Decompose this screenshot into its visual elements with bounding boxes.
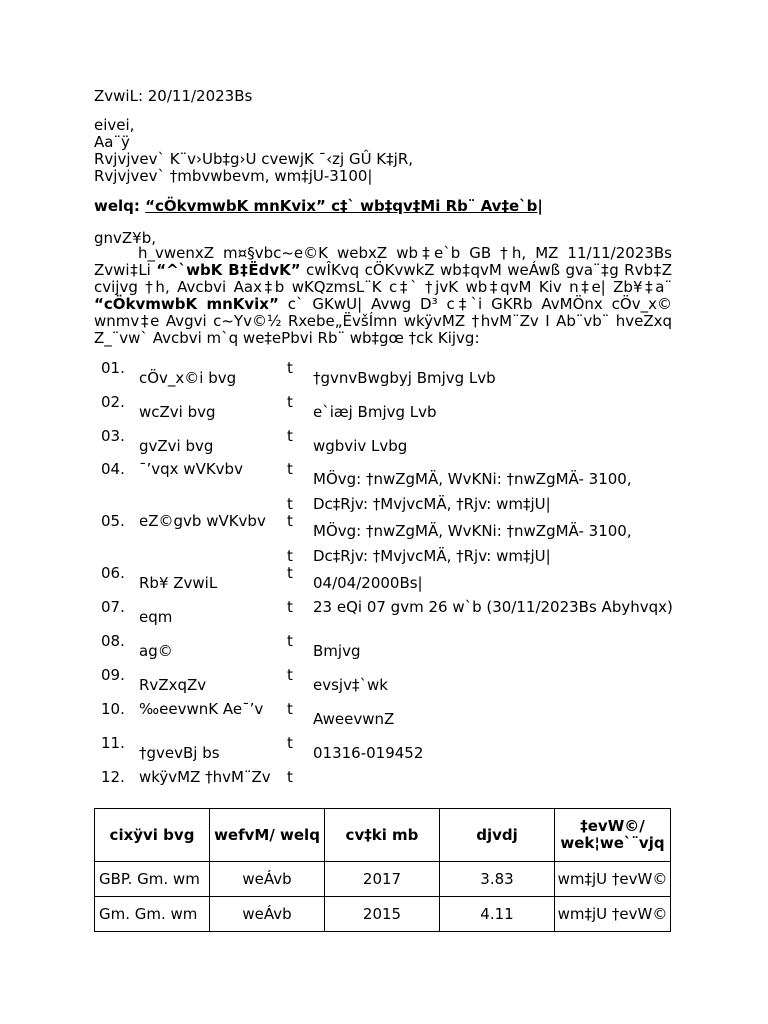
exam-name: Gm. Gm. wm [95,897,210,932]
info-row [97,599,677,633]
subject-prefix: welq: [94,197,146,215]
field-value-line-2: Dc‡Rjv: †MvjvcMÄ, †Rjv: wm‡jU| [313,547,551,565]
row-number: 05. [101,512,125,530]
address-line-1: eivei, [94,116,135,134]
field-separator: t [287,632,293,650]
field-label: ag© [139,642,173,660]
result: 4.11 [440,897,555,932]
field-value: MÖvg: †nwZgMÄ, WvKNi: †nwZgMÄ- 3100, [313,470,632,488]
address-line-4: Rvjvjvev` †mbvwbevm, wm‡jU-3100| [94,167,373,185]
board: wm‡jU †evW© [555,862,671,897]
recipient-address [94,117,413,185]
header-passing-year: cv‡ki mb [325,809,440,862]
passing-year: 2017 [325,862,440,897]
field-value: Bmjvg [313,642,361,660]
subject-line [94,197,543,215]
newspaper-name: “^`wbK B‡ËdvK” [156,261,301,279]
info-row [97,360,677,394]
body-paragraph [94,245,672,347]
header-board: ‡evW©/ wek¦we`¨vjq [555,809,671,862]
row-number: 12. [101,768,125,786]
field-value [313,769,677,803]
info-row [97,461,677,496]
group: weÁvb [210,862,325,897]
address-line-3: Rvjvjvev` K¨v›Ub‡g›U cvewjK ¯‹zj GÛ K‡jR, [94,150,414,168]
row-number: 04. [101,460,125,478]
exam-name: GBP. Gm. wm [95,862,210,897]
field-separator: t [287,564,293,582]
field-separator: t [287,700,293,718]
field-separator: t [287,547,293,565]
result: 3.83 [440,862,555,897]
field-value-line-2: Dc‡Rjv: †MvjvcMÄ, †Rjv: wm‡jU| [313,495,551,513]
field-value: MÖvg: †nwZgMÄ, WvKNi: †nwZgMÄ- 3100, [313,522,632,540]
passing-year: 2015 [325,897,440,932]
field-separator: t [287,666,293,684]
row-number: 01. [101,359,125,377]
row-number: 02. [101,393,125,411]
paragraph-part-2: cwÎKvq cÖKvwkZ wb‡qvM weÁwß gva¨‡g Rvb‡Z cvijvg †h, Avcbvi Aax‡b wKQzmsL¨K c‡` †jvK wb‡qvM Kiv n‡e| Zb¥‡a¨ [94,261,672,296]
field-label: Rb¥ ZvwiL [139,574,218,592]
field-value: 23 eQi 07 gvm 26 w`b (30/11/2023Bs Abyhvqx) [313,598,673,616]
subject-text: “cÖkvmwbK mnKvix” c‡` wb‡qv‡Mi Rb¨ Av‡e`b [145,197,538,215]
row-number: 08. [101,632,125,650]
date-line: ZvwiL: 20/11/2023Bs [94,87,253,105]
field-separator: t [287,598,293,616]
address-line-2: Aa¨ÿ [94,133,130,151]
field-value: evsjv‡`wk [313,676,388,694]
salutation: gnvZ¥b, [94,229,157,247]
field-value: wgbviv Lvbg [313,437,408,455]
header-group: wefvM/ welq [210,809,325,862]
info-row [97,513,677,548]
row-number: 09. [101,666,125,684]
field-value: AweevwnZ [313,710,395,728]
field-label: eqm [139,608,173,626]
field-label: cÖv_x©i bvg [139,369,237,387]
field-separator: t [287,768,293,786]
field-label: wcZvi bvg [139,403,216,421]
field-separator: t [287,495,293,513]
field-separator: t [287,393,293,411]
field-label: ¯’vqx wVKvbv [139,460,243,478]
row-number: 03. [101,427,125,445]
field-separator: t [287,734,293,752]
post-name: “cÖkvmwbK mnKvix” [94,295,279,313]
info-row [97,394,677,428]
field-label: ‰eevwnK Ae¯’v [139,700,264,718]
header-result: djvdj [440,809,555,862]
row-number: 06. [101,564,125,582]
row-number: 11. [101,734,125,752]
board: wm‡jU †evW© [555,897,671,932]
education-row [95,862,671,897]
info-row-continued [97,548,677,565]
field-value: 01316-019452 [313,744,424,762]
info-row [97,667,677,701]
personal-info-table [97,360,677,803]
info-row-continued [97,496,677,513]
education-row [95,897,671,932]
group: weÁvb [210,897,325,932]
info-row [97,769,677,803]
info-row [97,428,677,461]
field-separator: t [287,359,293,377]
field-separator: t [287,512,293,530]
header-exam-name: cixÿvi bvg [95,809,210,862]
field-label: eZ©gvb wVKvbv [139,512,266,530]
field-label: RvZxqZv [139,676,207,694]
info-row [97,633,677,667]
education-table [94,808,671,932]
info-row [97,565,677,599]
subject-end: | [537,197,543,215]
row-number: 07. [101,598,125,616]
field-value: 04/04/2000Bs| [313,574,423,592]
row-number: 10. [101,700,125,718]
field-value: †gvnvBwgbyj Bmjvg Lvb [313,369,496,387]
info-row [97,701,677,735]
field-label: gvZvi bvg [139,437,214,455]
field-label: †gvevBj bs [139,744,220,762]
paragraph-part-1: h_vwenxZ m¤§vbc~e©K webxZ wb‡e`b GB †h, MZ 11/11/2023Bs Zvwi‡Li [94,244,672,279]
field-label: wkÿvMZ †hvM¨Zv [139,768,271,786]
field-separator: t [287,460,293,478]
field-value: e`iæj Bmjvg Lvb [313,403,437,421]
field-separator: t [287,427,293,445]
paragraph-part-3: c` GKwU| Avwg D³ c‡`i GKRb AvMÖnx cÖv_x© wnmv‡e Avgvi c~Yv©½ Rxebe„ËvšÍmn wkÿvMZ †hvM¨Zv I Ab¨vb¨ hveZxq Z_¨vw` Avcbvi m`q we‡ePbvi Rb¨ wb‡gœ †ck Kijvg: [94,295,672,347]
info-row [97,735,677,769]
education-header-row [95,809,671,862]
